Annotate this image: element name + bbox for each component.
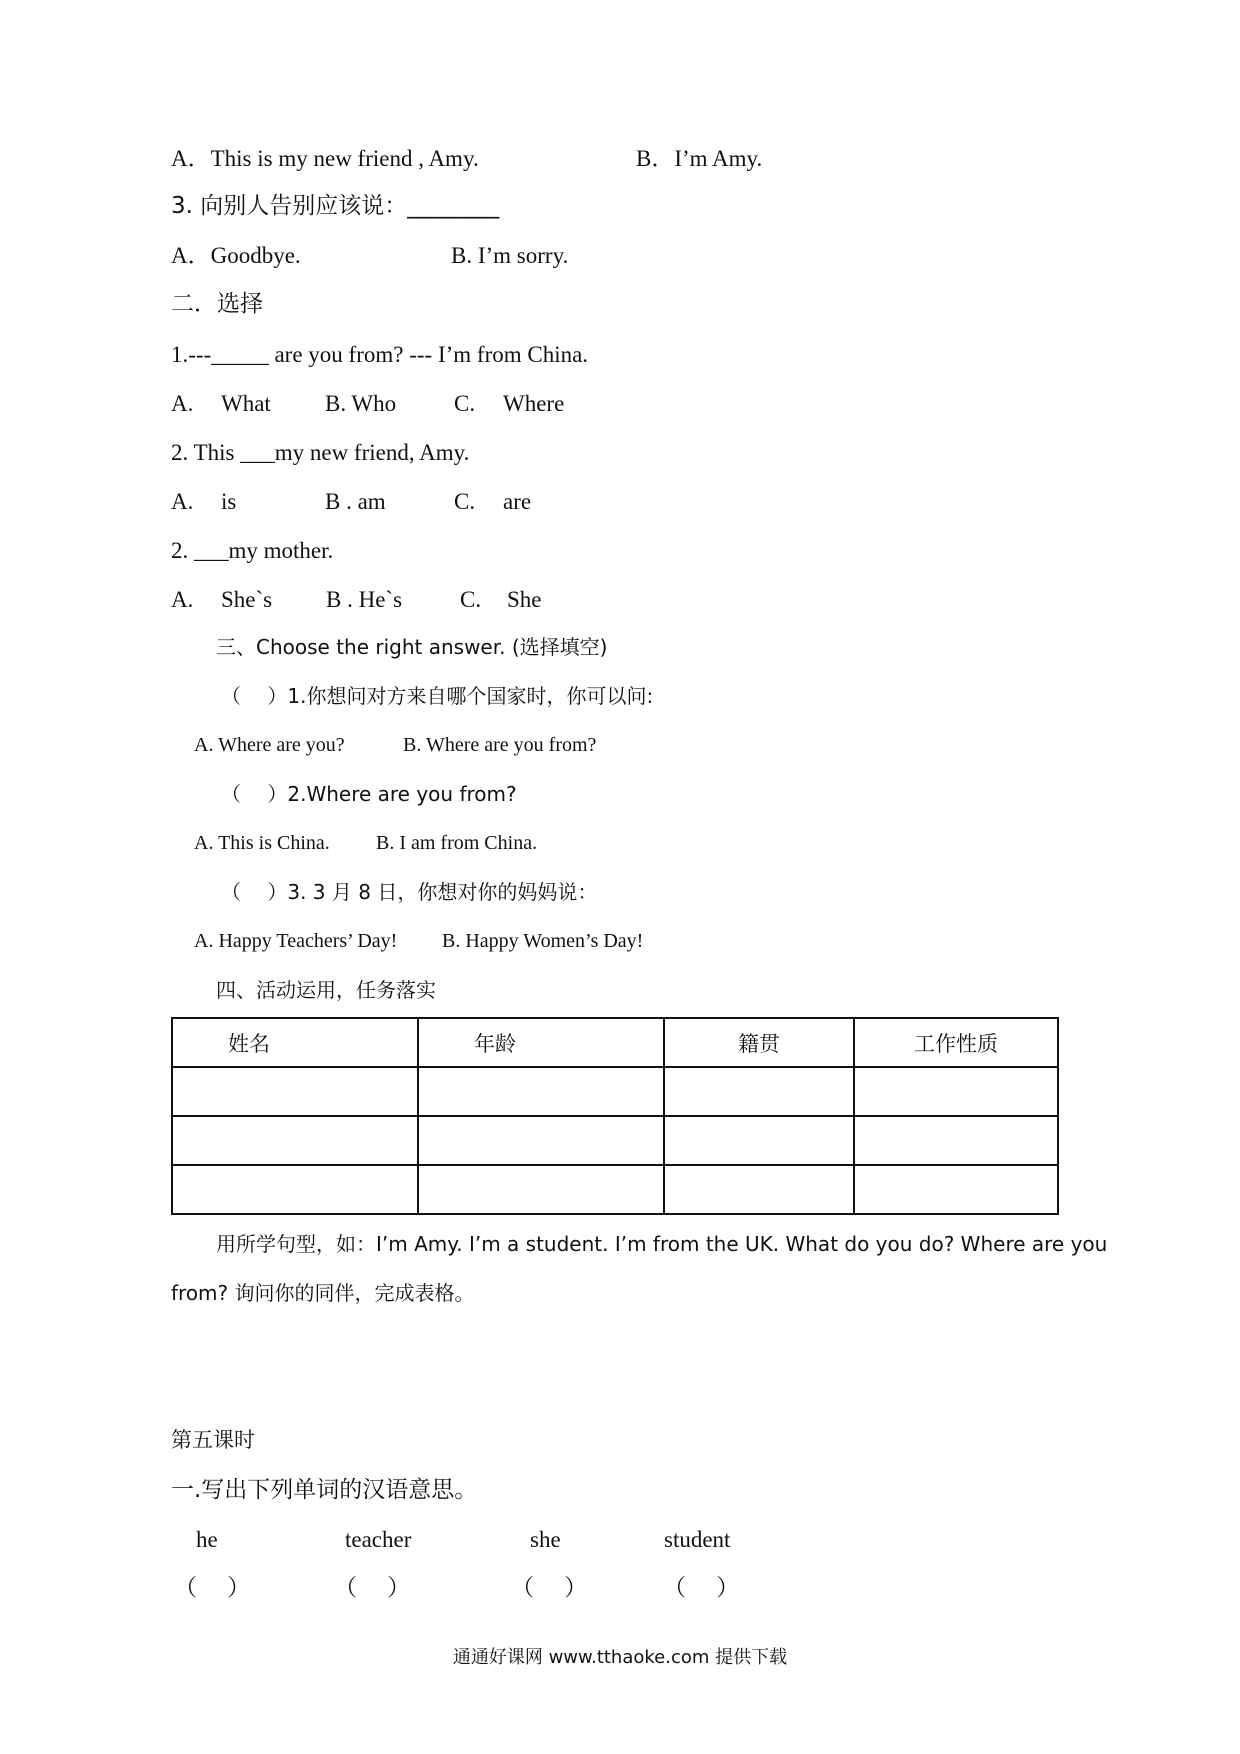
table-cell[interactable] [418,1116,664,1165]
instruction-text: from? 询问你的同伴，完成表格。 [171,1281,475,1305]
table-row [172,1165,1058,1214]
section-heading: 二．选择 [171,291,263,317]
option-label: A. [171,489,194,514]
question-text: （ ）1.你想问对方来自哪个国家时，你可以问: [221,684,654,708]
question-text: 1.---_____ are you from? --- I’m from China. [171,342,589,367]
header-occupation: 工作性质 [854,1018,1058,1067]
question-text: 2. This ___my new friend, Amy. [171,440,470,465]
option-label: C. [454,489,476,514]
option-a: A. This is China. [194,832,330,854]
option-a: is [221,489,237,514]
section-heading: 四、活动运用，任务落实 [216,978,436,1002]
lesson-title: 第五课时 [171,1428,255,1452]
option-c: Where [503,391,565,416]
option-a: A. Happy Teachers’ Day! [194,930,398,952]
answer-blank[interactable]: （ ） [334,1575,411,1601]
question-text: （ ）2.Where are you from? [221,782,517,806]
table-cell[interactable] [172,1067,418,1116]
section-heading: 一.写出下列单词的汉语意思。 [171,1477,478,1503]
option-label: A. [171,391,194,416]
word-item: student [664,1527,731,1552]
table-header-row [172,1018,1058,1067]
word-item: he [196,1527,218,1552]
table-cell[interactable] [418,1067,664,1116]
header-name: 姓名 [172,1018,418,1067]
option-b: B. I’m sorry. [451,243,569,268]
section-heading: 三、Choose the right answer. (选择填空) [216,635,608,659]
option-b: B. I am from China. [376,832,538,854]
word-item: teacher [345,1527,412,1552]
page-footer: 通通好课网 www.tthaoke.com 提供下载 [452,1647,788,1668]
option-b: B. Who [325,391,397,416]
table-row [172,1067,1058,1116]
option-b: B. Happy Women’s Day! [442,930,644,952]
option-a: She`s [221,587,273,612]
question-text: （ ）3. 3 月 8 日，你想对你的妈妈说： [221,880,598,904]
option-b: B . am [325,489,386,514]
table-cell[interactable] [664,1116,854,1165]
answer-blank[interactable]: （ ） [511,1575,588,1601]
option-a: What [221,391,271,416]
table-cell[interactable] [854,1116,1058,1165]
question-text: 3. 向别人告别应该说：________ [171,193,500,219]
question-text: 2. ___my mother. [171,538,334,563]
table-cell[interactable] [664,1165,854,1214]
info-table [171,1017,1059,1215]
answer-blank[interactable]: （ ） [174,1575,251,1601]
option-label: A. [171,587,194,612]
option-a: A．This is my new friend , Amy. [171,146,479,171]
table-cell[interactable] [418,1165,664,1214]
option-a: A．Goodbye. [171,243,301,268]
instruction-text: 用所学句型，如：I’m Amy. I’m a student. I’m from the UK. What do you do? Where are you [216,1232,1108,1256]
word-item: she [530,1527,561,1552]
option-b: B . He`s [326,587,403,612]
answer-blank[interactable]: （ ） [663,1575,740,1601]
option-label: C. [454,391,476,416]
option-c: She [507,587,542,612]
option-c: are [503,489,532,514]
table-row [172,1116,1058,1165]
table-cell[interactable] [172,1165,418,1214]
table-cell[interactable] [854,1067,1058,1116]
option-a: A. Where are you? [194,734,345,756]
option-label: C. [460,587,482,612]
header-age: 年龄 [418,1018,664,1067]
header-hometown: 籍贯 [664,1018,854,1067]
table-cell[interactable] [854,1165,1058,1214]
table-cell[interactable] [664,1067,854,1116]
option-b: B. Where are you from? [403,734,597,756]
table-cell[interactable] [172,1116,418,1165]
option-b: B．I’m Amy. [636,146,763,171]
